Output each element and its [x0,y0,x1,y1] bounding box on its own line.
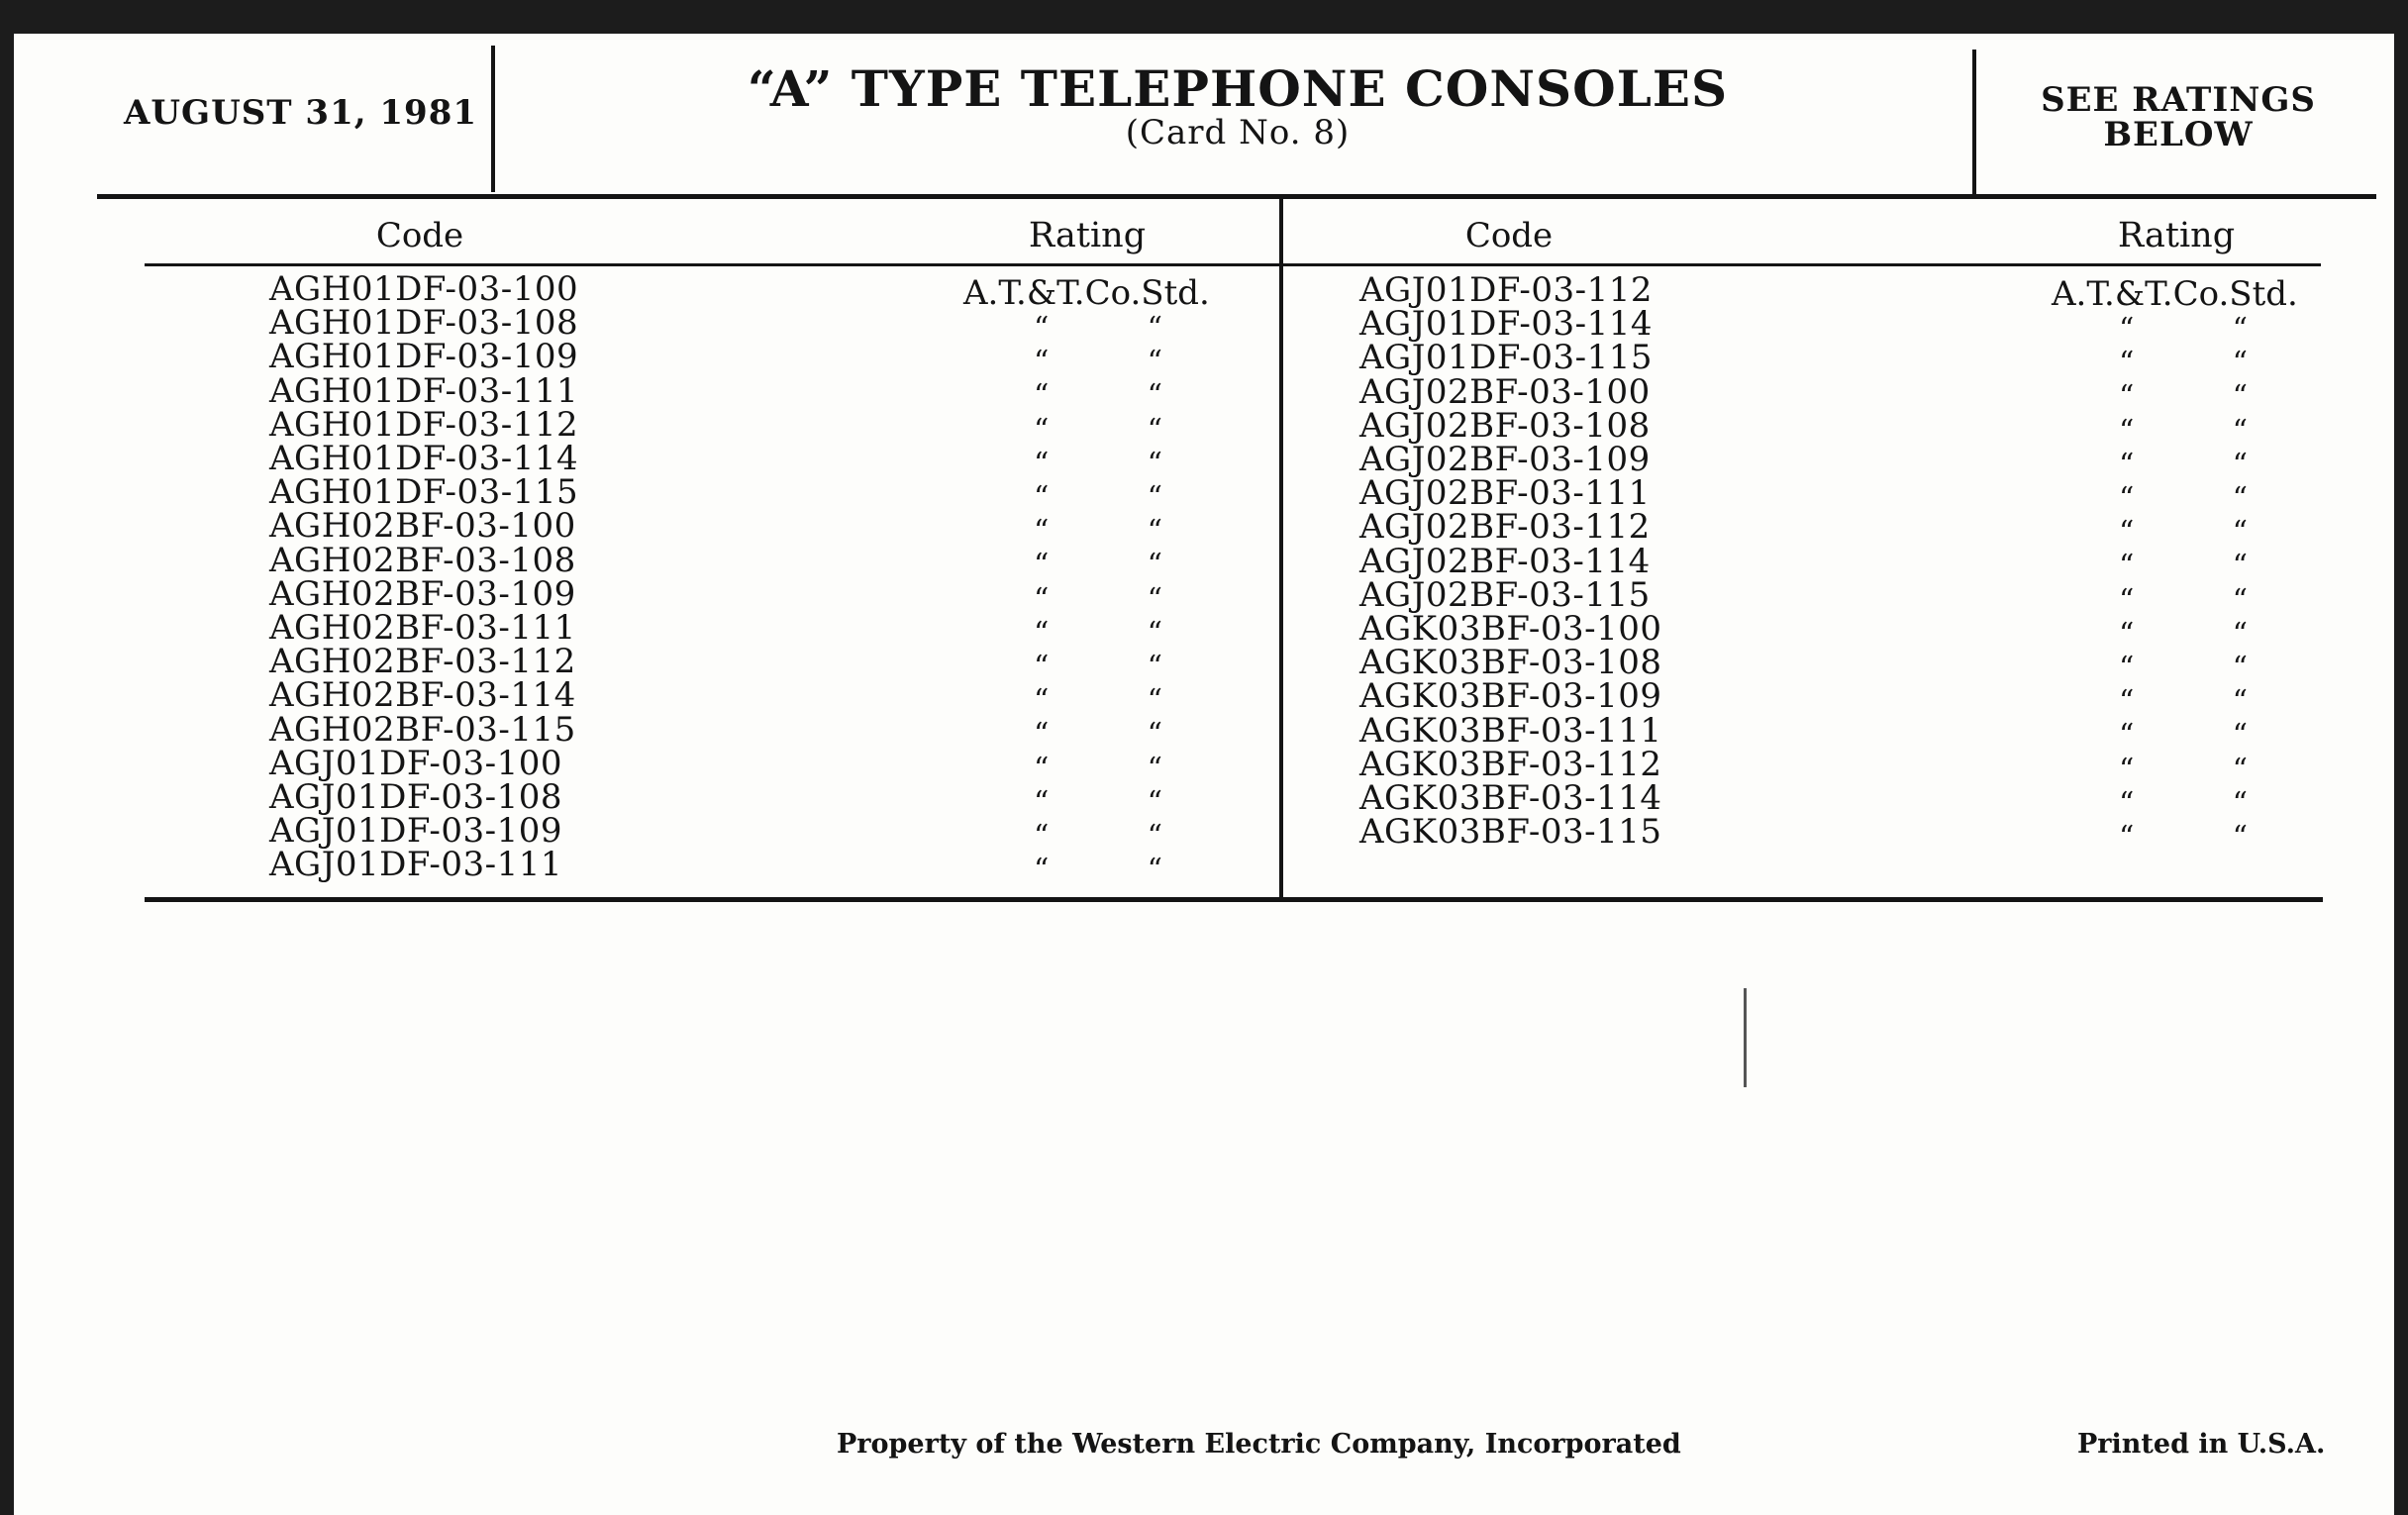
page-title: “A” TYPE TELEPHONE CONSOLES [747,59,1729,118]
ditto-mark: “ [2232,379,2248,415]
ditto-mark: “ [1034,650,1050,685]
code-cell: AGK03BF-03-112 [1359,744,1662,784]
ditto-mark: “ [1147,853,1162,888]
rating-ditto-row [2119,380,2248,414]
ditto-mark: “ [2232,549,2248,584]
rating-ditto-row [1034,346,1162,379]
rating-ditto-row [2119,652,2248,685]
ditto-mark: “ [1034,446,1050,481]
ditto-mark: “ [2232,346,2248,381]
ratings-note [1975,80,2381,154]
ditto-mark: “ [2119,752,2135,787]
ditto-mark: “ [1034,311,1050,346]
ditto-mark: “ [2232,312,2248,347]
ditto-mark: “ [1034,784,1050,820]
code-cell: AGH01DF-03-111 [269,370,579,411]
ditto-mark: “ [1034,615,1050,651]
ditto-mark: “ [2232,785,2248,821]
ditto-mark: “ [1034,548,1050,583]
ditto-mark: “ [2232,481,2248,517]
code-cell: AGH02BF-03-109 [269,573,576,614]
ditto-mark: “ [2119,447,2135,482]
rating-ditto-row [1034,684,1162,718]
ratings-note-line-2: BELOW [2103,115,2254,154]
ditto-mark: “ [1147,819,1162,855]
rating-ditto-row [2119,313,2248,347]
code-cell: AGH01DF-03-108 [269,303,579,344]
ditto-mark: “ [2119,684,2135,720]
rating-ditto-row [1034,379,1162,413]
rating-ditto-row [2119,754,2248,787]
rating-ditto-row [1034,481,1162,515]
ditto-mark: “ [1034,412,1050,448]
rating-ditto-row [2119,415,2248,449]
code-cell: AGJ01DF-03-108 [269,777,563,818]
table-bottom-rule [145,897,2323,902]
code-cell: AGJ01DF-03-109 [269,811,563,852]
rating-ditto-row [1034,448,1162,481]
code-cell: AGK03BF-03-100 [1359,609,1662,650]
code-cell: AGJ01DF-03-100 [269,743,563,783]
ditto-mark: “ [1147,581,1162,617]
code-cell: AGH02BF-03-112 [269,642,576,682]
code-cell: AGH01DF-03-112 [269,404,579,445]
left-column-header-rule [145,263,1281,266]
ditto-mark: “ [2232,820,2248,856]
left-code-header: Code [375,216,464,255]
ditto-mark: “ [1034,853,1050,888]
ditto-mark: “ [1147,446,1162,481]
header-divider-left [491,46,495,192]
rating-ditto-row [1034,651,1162,684]
rating-ditto-row [2119,719,2248,753]
ditto-mark: “ [2119,346,2135,381]
code-cell: AGJ02BF-03-111 [1359,473,1651,514]
rating-ditto-row [1034,515,1162,549]
ditto-mark: “ [2232,684,2248,720]
ditto-mark: “ [2232,651,2248,686]
rating-ditto-row [2119,449,2248,482]
ditto-mark: “ [1034,378,1050,414]
ditto-mark: “ [2119,616,2135,652]
rating-ditto-row [1034,753,1162,786]
rating-ditto-row [1034,786,1162,820]
ditto-mark: “ [1147,717,1162,753]
card-number: (Card No. 8) [1125,113,1351,152]
code-cell: AGJ02BF-03-100 [1359,371,1651,412]
right-ditto-list [2119,313,2248,855]
rating-ditto-row [1034,820,1162,854]
ditto-mark: “ [1034,480,1050,516]
ditto-mark: “ [1034,819,1050,855]
rating-ditto-row [2119,347,2248,380]
left-code-list [269,269,579,885]
ditto-mark: “ [1147,650,1162,685]
ditto-mark: “ [2232,582,2248,618]
header-rule [97,194,2376,199]
ditto-mark: “ [1147,514,1162,550]
ditto-mark: “ [1034,514,1050,550]
code-cell: AGJ02BF-03-114 [1359,541,1651,581]
ditto-mark: “ [2232,616,2248,652]
right-column-header-rule [1281,263,2321,266]
code-cell: AGK03BF-03-115 [1359,812,1662,853]
ditto-mark: “ [2232,413,2248,449]
ditto-mark: “ [1034,345,1050,380]
rating-ditto-row [1034,583,1162,617]
card-date: AUGUST 31, 1981 [124,93,478,133]
code-cell: AGH01DF-03-109 [269,337,579,377]
ditto-mark: “ [2119,481,2135,517]
ditto-mark: “ [2119,820,2135,856]
rating-ditto-row [2119,821,2248,855]
ditto-mark: “ [1147,311,1162,346]
code-cell: AGK03BF-03-111 [1359,710,1662,751]
right-first-rating: A.T.&T.Co.Std. [2052,274,2298,314]
ditto-mark: “ [1034,751,1050,786]
ditto-mark: “ [1147,480,1162,516]
property-notice: Property of the Western Electric Company, Incorporated [837,1429,1681,1460]
ditto-mark: “ [1147,751,1162,786]
ditto-mark: “ [2119,582,2135,618]
rating-ditto-row [1034,854,1162,887]
ditto-mark: “ [2119,549,2135,584]
ditto-mark: “ [2119,785,2135,821]
rating-ditto-row [2119,618,2248,652]
rating-ditto-row [2119,516,2248,550]
ditto-mark: “ [2119,413,2135,449]
ditto-mark: “ [1147,378,1162,414]
ditto-mark: “ [1034,683,1050,719]
rating-ditto-row [2119,482,2248,516]
code-cell: AGJ02BF-03-115 [1359,574,1651,615]
ditto-mark: “ [2232,752,2248,787]
code-cell: AGH02BF-03-115 [269,709,576,750]
code-cell: AGJ01DF-03-112 [1359,270,1654,310]
rating-ditto-row [1034,414,1162,448]
code-cell: AGK03BF-03-114 [1359,778,1662,819]
left-first-rating: A.T.&T.Co.Std. [963,273,1210,313]
ditto-mark: “ [1147,615,1162,651]
code-cell: AGK03BF-03-109 [1359,676,1662,717]
left-rating-header: Rating [1028,216,1147,255]
code-cell: AGJ01DF-03-115 [1359,338,1654,378]
code-cell: AGH02BF-03-114 [269,675,576,716]
ditto-mark: “ [2119,651,2135,686]
code-cell: AGH02BF-03-111 [269,608,576,649]
ditto-mark: “ [2119,379,2135,415]
ditto-mark: “ [1147,683,1162,719]
rating-ditto-row [2119,550,2248,583]
ditto-mark: “ [1147,345,1162,380]
rating-ditto-row [1034,718,1162,752]
rating-ditto-row [2119,685,2248,719]
code-cell: AGJ02BF-03-109 [1359,440,1651,480]
ditto-mark: “ [1147,548,1162,583]
ditto-mark: “ [2119,718,2135,754]
code-cell: AGJ01DF-03-111 [269,845,563,885]
ditto-mark: “ [1147,412,1162,448]
rating-ditto-row [2119,584,2248,618]
ditto-mark: “ [1034,581,1050,617]
right-code-header: Code [1464,216,1554,255]
rating-ditto-row [1034,549,1162,582]
rating-ditto-row [1034,312,1162,346]
stray-pencil-mark [1744,988,1747,1087]
code-cell: AGJ02BF-03-108 [1359,405,1651,446]
code-cell: AGJ02BF-03-112 [1359,507,1651,548]
ditto-mark: “ [1034,717,1050,753]
code-cell: AGJ01DF-03-114 [1359,304,1654,345]
table-center-divider [1279,198,1283,899]
ratings-note-line-1: SEE RATINGS [2041,80,2316,120]
code-cell: AGH01DF-03-115 [269,472,579,513]
ditto-mark: “ [2232,447,2248,482]
code-cell: AGK03BF-03-108 [1359,643,1662,683]
code-cell: AGH01DF-03-100 [269,269,579,309]
rating-ditto-row [1034,617,1162,651]
ditto-mark: “ [2232,515,2248,551]
right-code-list [1359,270,1662,853]
printed-notice: Printed in U.S.A. [2077,1429,2326,1460]
code-cell: AGH02BF-03-108 [269,540,576,580]
code-cell: AGH02BF-03-100 [269,506,576,547]
right-rating-header: Rating [2117,216,2236,255]
ditto-mark: “ [2119,312,2135,347]
ditto-mark: “ [1147,784,1162,820]
rating-ditto-row [2119,787,2248,821]
ditto-mark: “ [2232,718,2248,754]
left-ditto-list [1034,312,1162,887]
ditto-mark: “ [2119,515,2135,551]
code-cell: AGH01DF-03-114 [269,439,579,479]
